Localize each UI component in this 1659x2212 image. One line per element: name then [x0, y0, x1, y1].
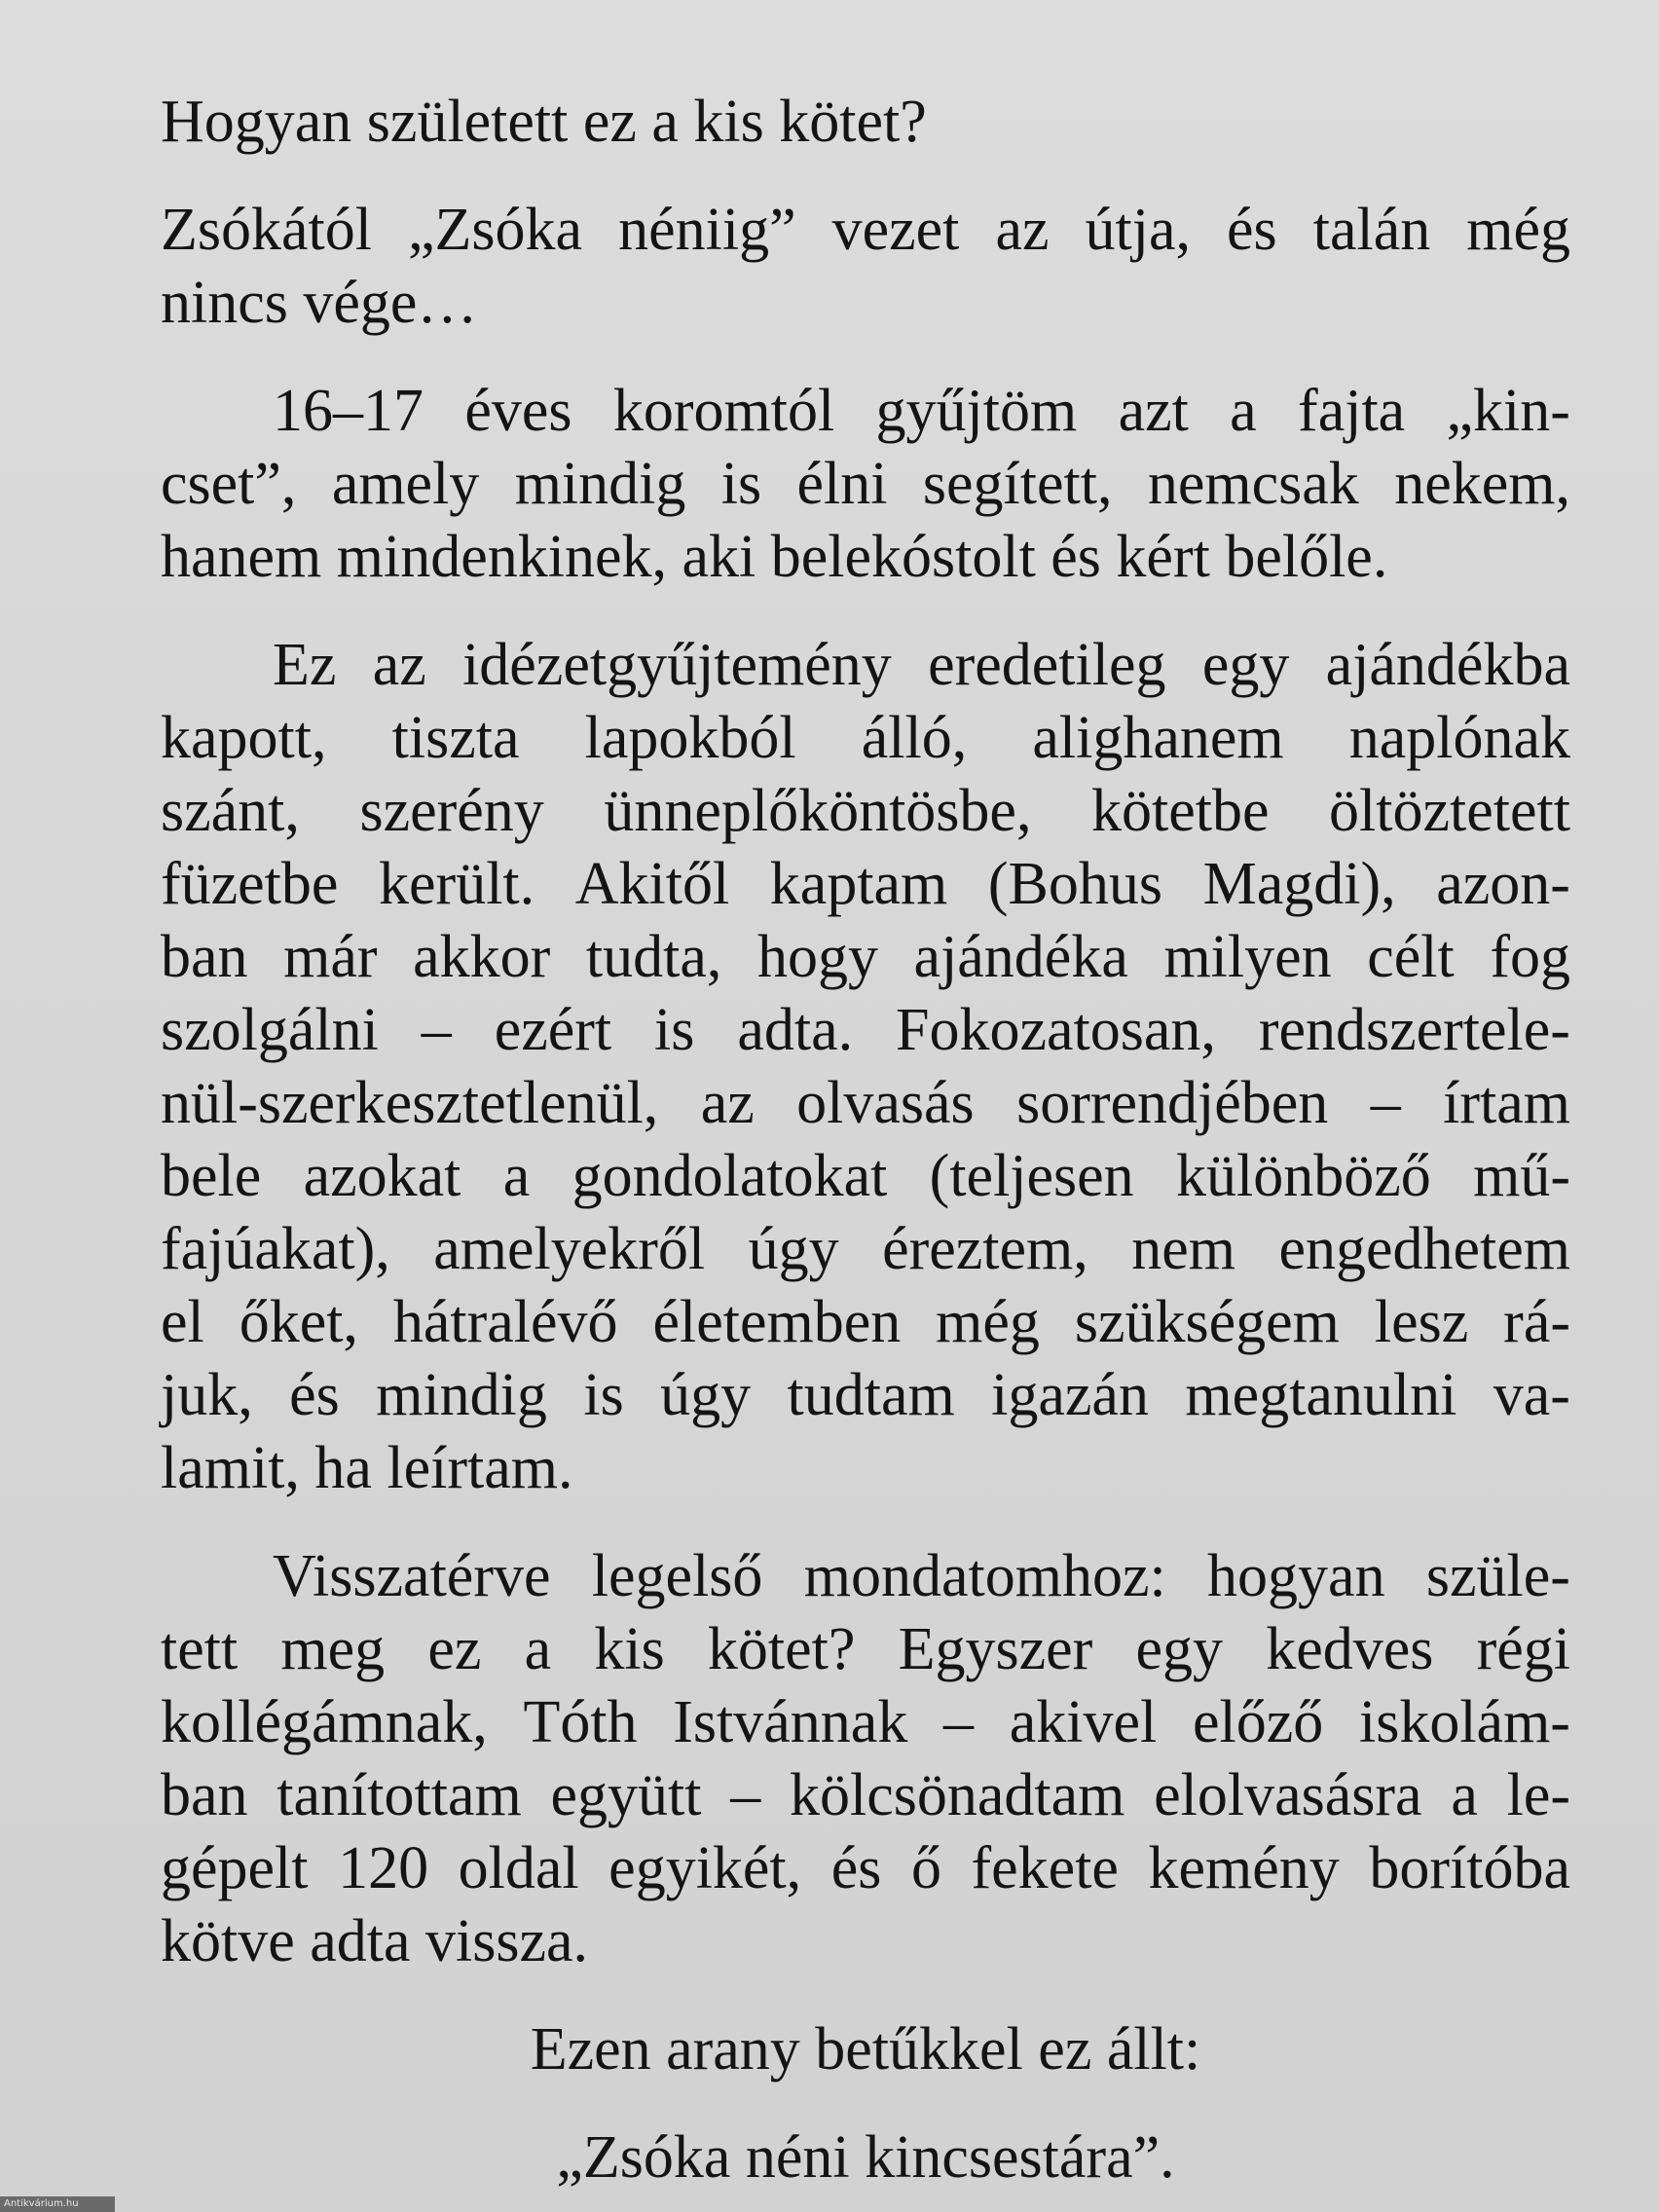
text-line: Ez az idézetgyűjtemény eredetileg egy ajándékba [273, 632, 1570, 698]
watermark: Antikvárium.hu [0, 2196, 115, 2212]
text-line: hanem mindenkinek, aki belekóstolt és kért belőle. [161, 524, 1388, 590]
paragraph-1 [161, 194, 1570, 340]
text-line: ban már akkor tudta, hogy ajándéka milyen célt fog [161, 924, 1570, 990]
text-line: szánt, szerény ünneplőköntösbe, kötetbe öltöztetett [161, 778, 1570, 844]
book-title-quote: „Zsóka néni kincsestára”. [556, 2124, 1175, 2191]
paragraph-4 [161, 1540, 1570, 1978]
text-line: nül-szerkesztetlenül, az olvasás sorrendjében – írtam [161, 1070, 1570, 1136]
text-line: gépelt 120 oldal egyikét, és ő fekete kemény borítóba [161, 1835, 1570, 1901]
text-line: kollégámnak, Tóth Istvánnak – akivel előző iskolám- [161, 1689, 1570, 1755]
question-heading: Hogyan született ez a kis kötet? [161, 89, 927, 155]
text-line: 16–17 éves koromtól gyűjtöm azt a fajta „kin- [273, 378, 1570, 444]
paragraph-2 [161, 375, 1570, 594]
text-line: tett meg ez a kis kötet? Egyszer egy kedves régi [161, 1616, 1570, 1682]
text-line: nincs vége… [161, 270, 478, 336]
text-line: bele azokat a gondolatokat (teljesen különböző mű- [161, 1143, 1570, 1209]
paragraph-3 [161, 629, 1570, 1505]
text-line: Visszatérve legelső mondatomhoz: hogyan szüle- [273, 1543, 1570, 1609]
text-line: juk, és mindig is úgy tudtam igazán megtanulni va- [161, 1362, 1570, 1428]
text-line: Zsókától „Zsóka néniig” vezet az útja, és talán még [161, 197, 1570, 263]
closing-line: Ezen arany betűkkel ez állt: [530, 2016, 1201, 2083]
text-line: szolgálni – ezért is adta. Fokozatosan, rendszertele- [161, 997, 1570, 1063]
text-line: ban tanítottam együtt – kölcsönadtam elolvasásra a le- [161, 1762, 1570, 1828]
text-line: kapott, tiszta lapokból álló, alighanem naplónak [161, 705, 1570, 771]
text-line: lamit, ha leírtam. [161, 1435, 573, 1501]
text-line: kötve adta vissza. [161, 1908, 589, 1974]
text-line: cset”, amely mindig is élni segített, nemcsak nekem, [161, 451, 1570, 517]
text-line: fajúakat), amelyekről úgy éreztem, nem engedhetem [161, 1216, 1570, 1282]
text-line: el őket, hátralévő életemben még szükségem lesz rá- [161, 1289, 1570, 1355]
text-line: füzetbe került. Akitől kaptam (Bohus Magdi), azon- [161, 851, 1570, 917]
page-text [161, 86, 1570, 2194]
